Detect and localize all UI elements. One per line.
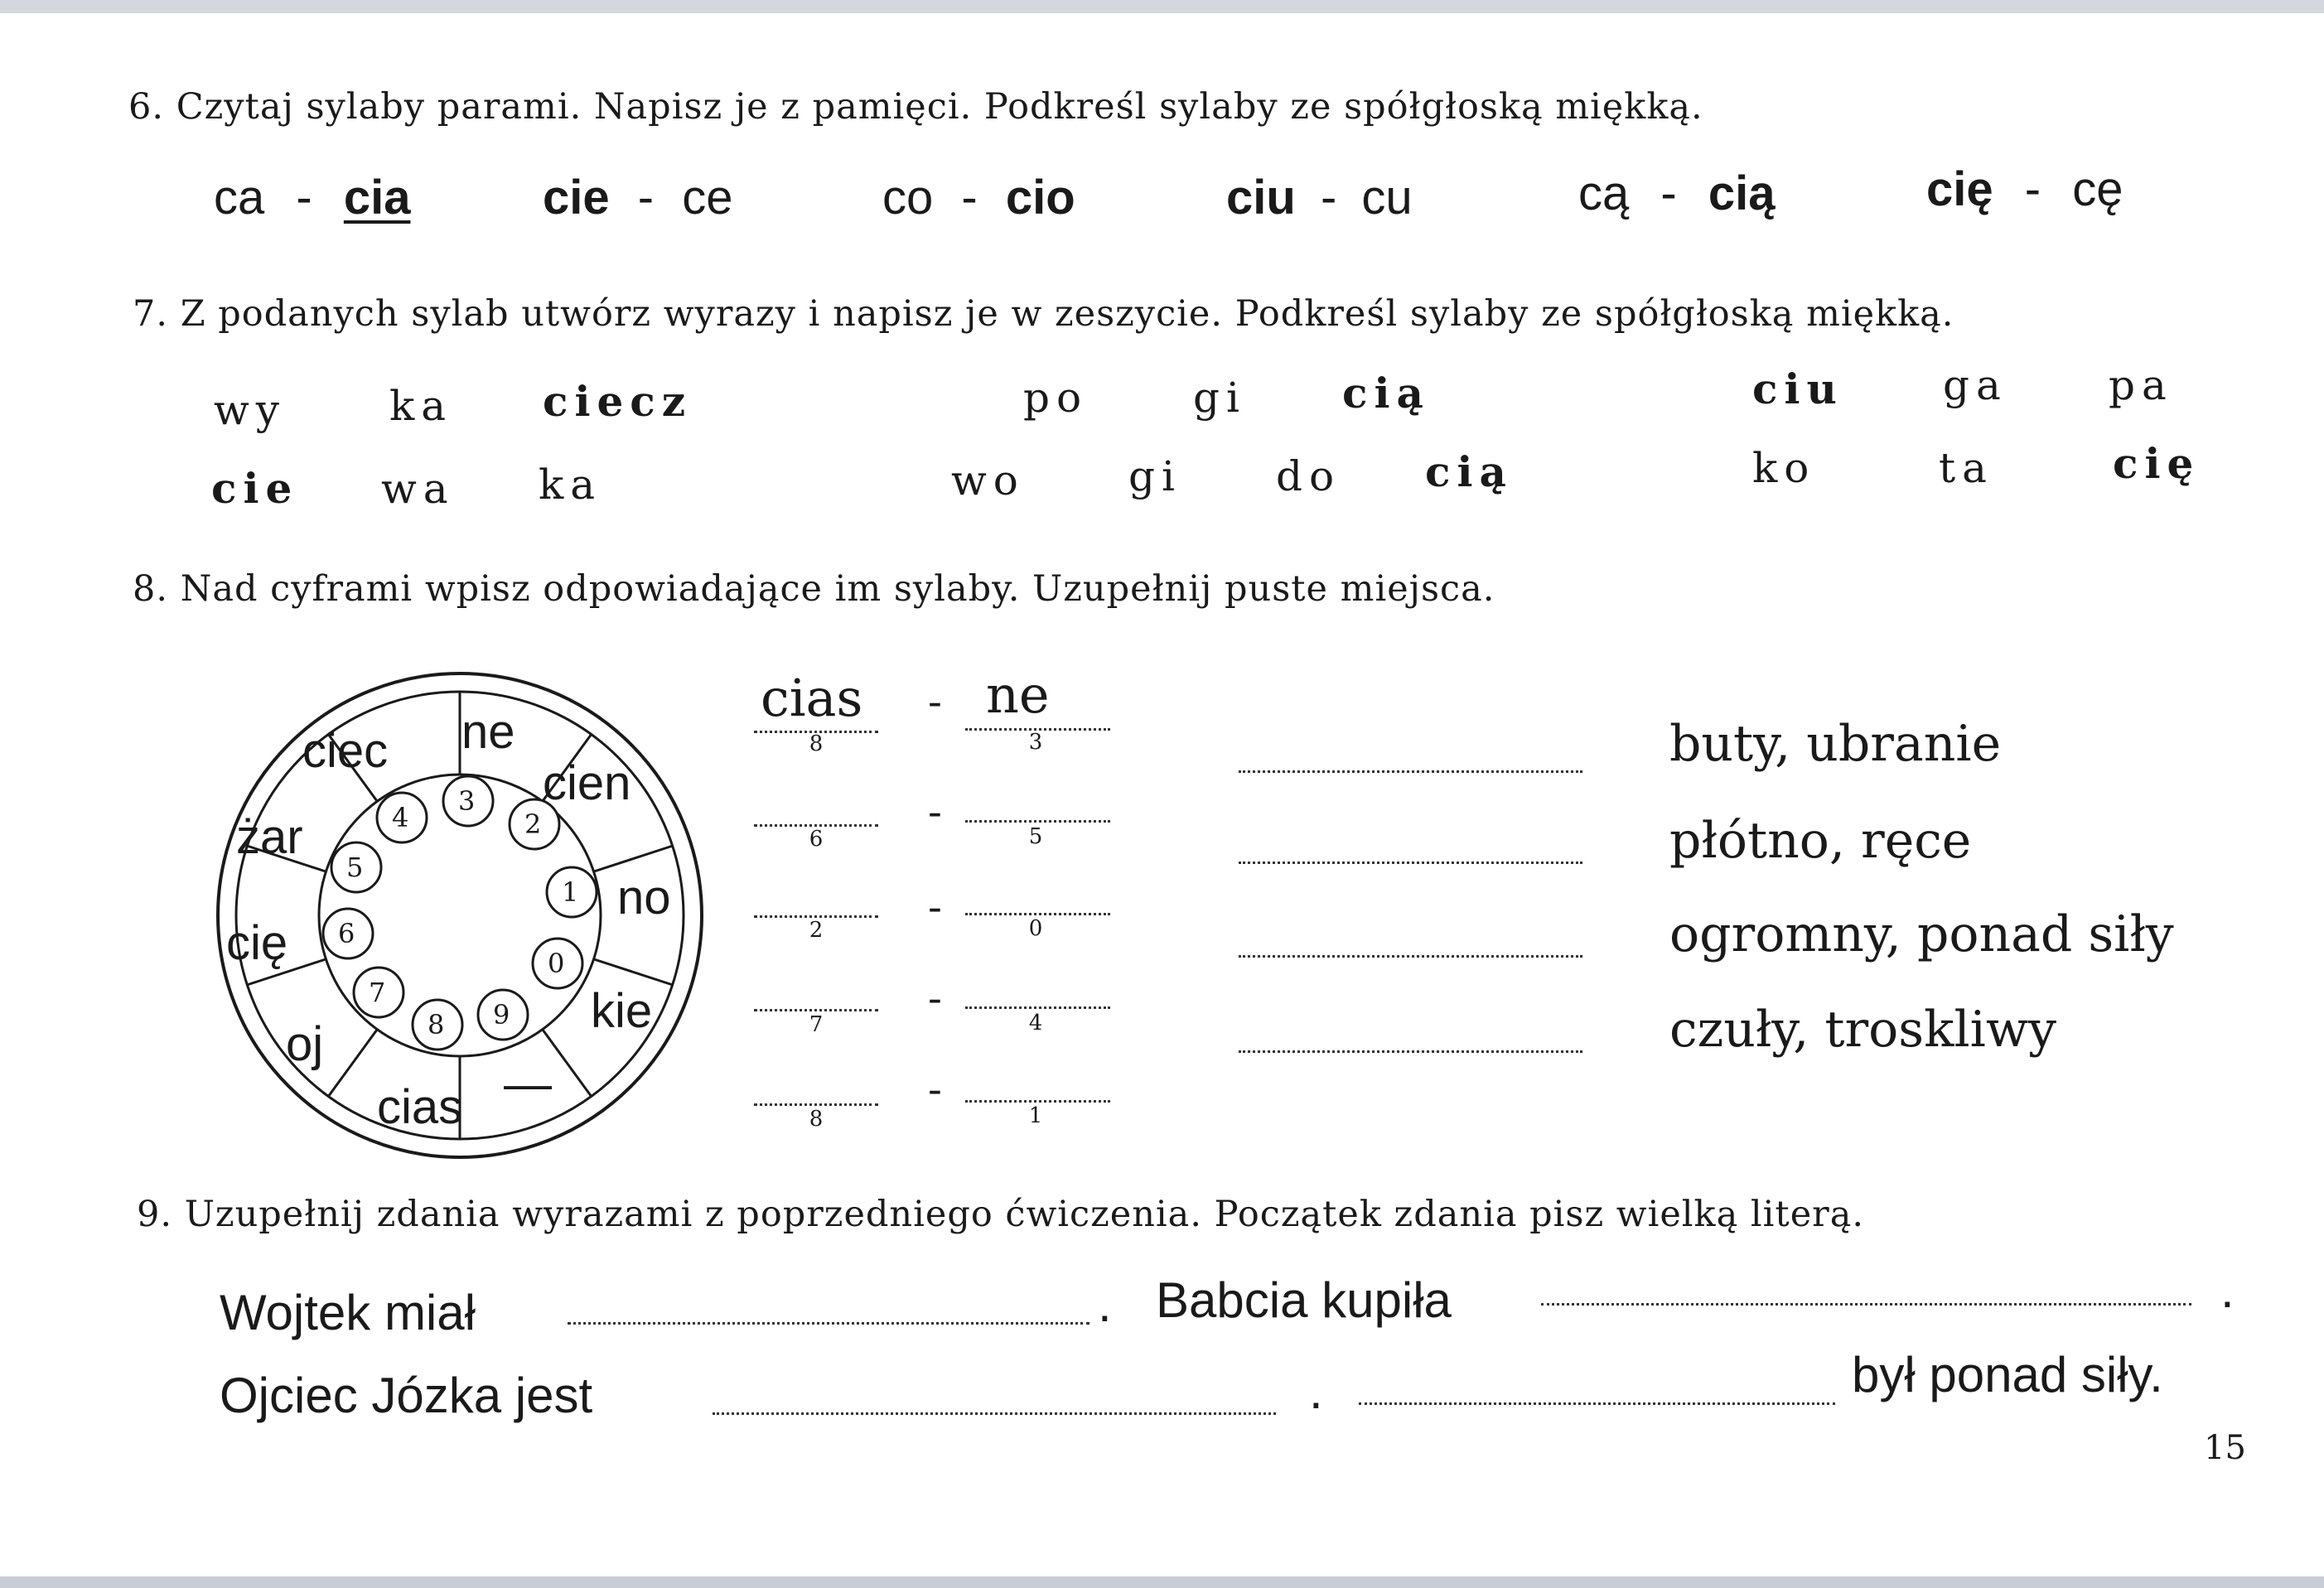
ex8-row-4-line-1 bbox=[754, 1009, 878, 1011]
ex8-answer-line-2 bbox=[1239, 862, 1582, 864]
wheel-syllable: — bbox=[504, 1057, 552, 1111]
wheel-syllable: cię bbox=[226, 916, 288, 970]
wheel-syllable: ciec bbox=[302, 724, 389, 778]
ex8-row-1-dash: - bbox=[928, 678, 942, 726]
syllable: ce bbox=[682, 171, 733, 224]
ex8-row-5-dash: - bbox=[928, 1065, 942, 1113]
wheel-digit: 2 bbox=[524, 808, 542, 840]
wheel-digit: 1 bbox=[562, 876, 579, 908]
ex8-row-3-number-1: 2 bbox=[809, 918, 824, 943]
ex9-period: . bbox=[2220, 1262, 2235, 1318]
ex7-syllable: wa bbox=[381, 465, 455, 513]
ex8-answer-line-3 bbox=[1239, 955, 1582, 958]
ex8-row-5-line-1 bbox=[754, 1103, 878, 1106]
scan-bottom-edge bbox=[0, 1576, 2324, 1588]
dash: - bbox=[961, 171, 978, 224]
ex9-blank-1 bbox=[568, 1322, 1090, 1325]
ex8-instruction: 8. Nad cyframi wpisz odpowiadające im sylaby. Uzupełnij puste miejsca. bbox=[133, 568, 1495, 610]
ex8-definition-4: czuły, troskliwy bbox=[1669, 1001, 2057, 1059]
ex9-blank-4 bbox=[1359, 1402, 1835, 1405]
ex7-syllable: gi bbox=[1193, 374, 1246, 422]
page-number: 15 bbox=[2204, 1429, 2246, 1467]
wheel-digit: 8 bbox=[428, 1009, 445, 1040]
ex8-row-5-number-1: 8 bbox=[809, 1107, 824, 1132]
ex9-period: . bbox=[1309, 1364, 1323, 1419]
ex7-syllable: gi bbox=[1128, 452, 1181, 500]
ex8-row-5-line-2 bbox=[965, 1100, 1110, 1103]
syllable: cio bbox=[1005, 171, 1075, 224]
ex6-instruction: 6. Czytaj sylaby parami. Napisz je z pamięci. Podkreśl sylaby ze spółgłoską miękką. bbox=[128, 86, 1703, 128]
ex9-sentence-1-second: Babcia kupiła bbox=[1156, 1272, 1452, 1328]
ex8-row-2-number-2: 5 bbox=[1028, 824, 1043, 849]
wheel-digit: 7 bbox=[369, 977, 386, 1008]
ex8-row-4-line-2 bbox=[965, 1006, 1110, 1009]
ex9-period: . bbox=[1098, 1277, 1112, 1332]
ex8-definition-3: ogromny, ponad siły bbox=[1669, 905, 2174, 963]
wheel-digit: 4 bbox=[392, 802, 409, 833]
ex6-pair-5 bbox=[1578, 167, 1776, 220]
wheel-syllable: cien bbox=[543, 756, 631, 810]
dash: - bbox=[2024, 162, 2041, 216]
ex9-sentence-2-start: Ojciec Józka jest bbox=[220, 1368, 593, 1423]
dash: - bbox=[1320, 171, 1337, 224]
ex7-syllable: ka bbox=[389, 382, 453, 430]
syllable: ciu bbox=[1226, 171, 1296, 224]
ex7-syllable: cią bbox=[1342, 369, 1430, 418]
syllable: co bbox=[882, 171, 934, 224]
scan-top-edge bbox=[0, 0, 2324, 13]
ex7-syllable: ciecz bbox=[543, 377, 693, 426]
ex8-row-2-number-1: 6 bbox=[809, 827, 824, 852]
ex8-row-1-syllable-1: cias bbox=[761, 668, 863, 728]
ex7-syllable: cię bbox=[2113, 439, 2201, 488]
dash: - bbox=[637, 171, 655, 224]
ex7-syllable: pa bbox=[2109, 361, 2173, 409]
ex8-answer-line-4 bbox=[1239, 1050, 1582, 1053]
ex9-blank-3 bbox=[713, 1412, 1276, 1415]
wheel-digit: 9 bbox=[493, 999, 510, 1031]
ex8-row-1-syllable-2: ne bbox=[986, 664, 1050, 725]
ex6-pair-3 bbox=[882, 171, 1075, 224]
ex7-instruction: 7. Z podanych sylab utwórz wyrazy i napisz je w zeszycie. Podkreśl sylaby ze spółgłoską miękką. bbox=[133, 293, 1954, 335]
ex8-row-2-dash: - bbox=[928, 788, 942, 836]
ex8-row-3-dash: - bbox=[928, 883, 942, 931]
ex7-syllable: po bbox=[1023, 374, 1089, 422]
ex7-syllable: ka bbox=[539, 461, 602, 509]
ex7-syllable: cią bbox=[1425, 447, 1513, 496]
wheel-syllable: oj bbox=[286, 1017, 324, 1071]
ex8-answer-line-1 bbox=[1239, 770, 1582, 773]
syllable: cę bbox=[2072, 162, 2123, 216]
ex7-syllable: wo bbox=[951, 456, 1025, 504]
ex6-pair-1 bbox=[214, 171, 411, 224]
syllable: cu bbox=[1361, 171, 1413, 224]
syllable: cą bbox=[1578, 167, 1630, 220]
ex8-row-2-line-2 bbox=[965, 820, 1110, 823]
ex8-row-5-number-2: 1 bbox=[1028, 1103, 1043, 1128]
ex8-row-3-line-2 bbox=[965, 913, 1110, 915]
ex6-pair-6 bbox=[1926, 162, 2123, 216]
ex7-syllable: ga bbox=[1943, 361, 2008, 409]
wheel-syllable: cias bbox=[377, 1080, 463, 1134]
wheel-syllable: żar bbox=[236, 810, 303, 864]
ex7-syllable: cie bbox=[211, 464, 299, 513]
ex8-row-1-number-1: 8 bbox=[809, 731, 824, 756]
ex7-syllable: ta bbox=[1939, 444, 1993, 492]
ex7-syllable: ko bbox=[1752, 444, 1816, 492]
ex7-syllable: wy bbox=[214, 386, 287, 434]
ex7-syllable: ciu bbox=[1752, 364, 1843, 413]
wheel-digit: 6 bbox=[338, 918, 355, 949]
wheel-syllable: no bbox=[617, 871, 671, 924]
syllable: cię bbox=[1926, 162, 1993, 216]
ex8-row-4-number-2: 4 bbox=[1028, 1011, 1043, 1035]
ex9-sentence-1-start: Wojtek miał bbox=[220, 1285, 476, 1340]
ex9-instruction: 9. Uzupełnij zdania wyrazami z poprzedniego ćwiczenia. Początek zdania pisz wielką literą. bbox=[137, 1194, 1865, 1235]
syllable: ca bbox=[214, 171, 265, 224]
wheel-syllable: ne bbox=[461, 705, 515, 759]
ex6-pair-2 bbox=[543, 171, 733, 224]
dash: - bbox=[296, 171, 312, 224]
ex7-syllable: do bbox=[1276, 452, 1341, 500]
syllable: cie bbox=[543, 171, 610, 224]
ex8-row-4-dash: - bbox=[928, 974, 942, 1022]
ex8-definition-2: płótno, ręce bbox=[1669, 812, 1972, 870]
wheel-digit: 5 bbox=[346, 852, 364, 883]
ex8-row-1-number-2: 3 bbox=[1028, 730, 1043, 755]
ex8-definition-1: buty, ubranie bbox=[1669, 715, 2002, 773]
ex6-pair-4 bbox=[1226, 171, 1413, 224]
ex9-blank-2 bbox=[1541, 1303, 2191, 1306]
wheel-digit-circles bbox=[323, 776, 597, 1050]
wheel-syllable: kie bbox=[591, 984, 653, 1038]
wheel-digit: 0 bbox=[548, 948, 565, 979]
dash: - bbox=[1660, 167, 1677, 220]
syllable-soft: cia bbox=[343, 171, 411, 224]
syllable: cią bbox=[1708, 167, 1776, 220]
wheel-digit: 3 bbox=[458, 785, 476, 817]
ex8-row-4-number-1: 7 bbox=[809, 1012, 824, 1037]
ex8-row-3-number-2: 0 bbox=[1028, 916, 1043, 941]
ex9-sentence-2-end: był ponad siły. bbox=[1852, 1347, 2163, 1402]
